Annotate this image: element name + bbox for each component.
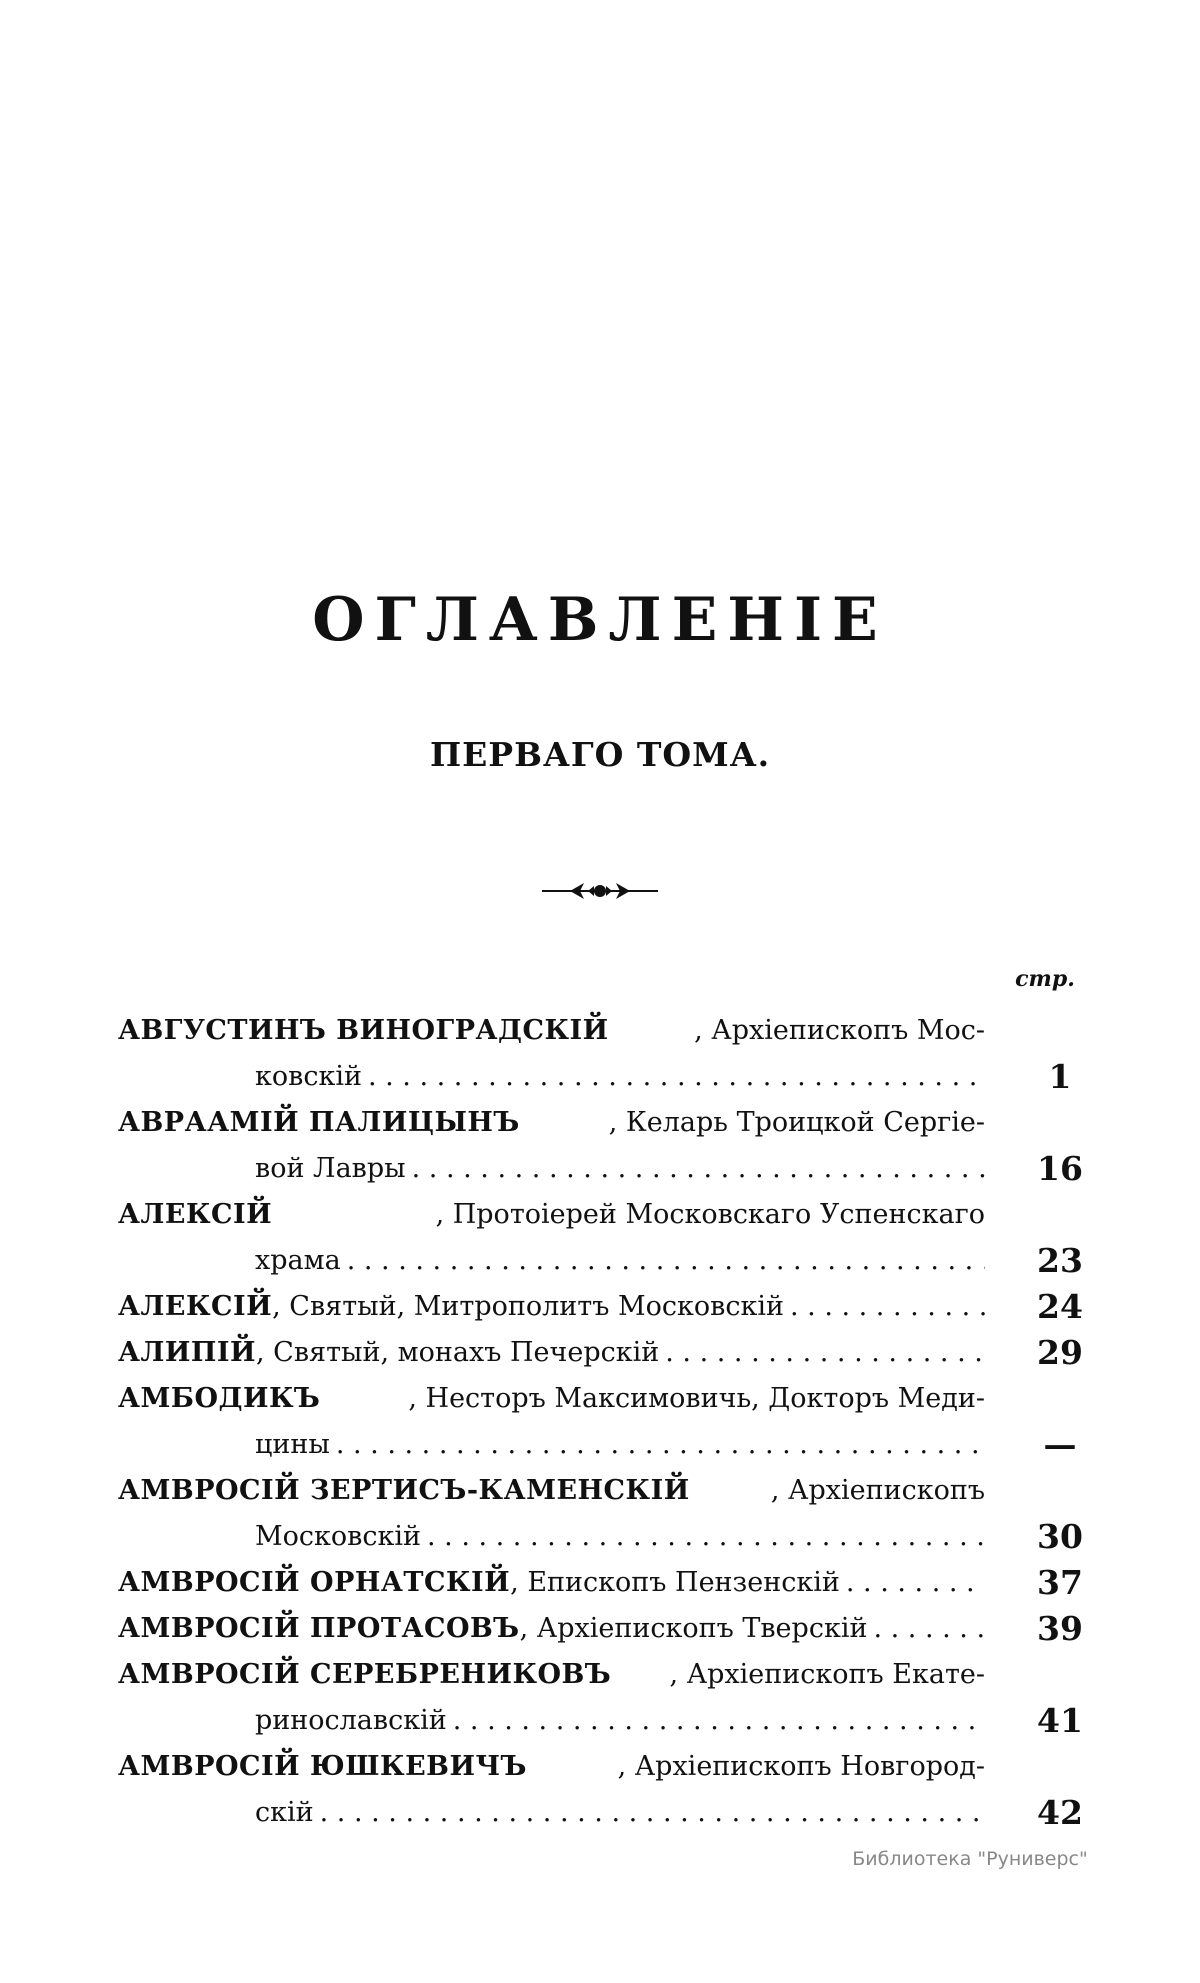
page-title: ОГЛАВЛЕНІЕ xyxy=(312,585,888,655)
toc-page-number: 1 xyxy=(1048,1057,1072,1096)
toc-entry-description-cont: цины xyxy=(255,1429,330,1460)
toc-page-number: 16 xyxy=(1037,1149,1083,1188)
toc-entry-description: , Архіепископъ Новгород- xyxy=(617,1751,985,1782)
toc-entry-line xyxy=(118,1744,985,1790)
toc-leader-dots xyxy=(320,1790,985,1836)
toc-page-number: 30 xyxy=(1037,1517,1083,1556)
toc-entry-line xyxy=(118,1652,985,1698)
page-subtitle: ПЕРВАГО ТОМА. xyxy=(429,735,771,774)
toc-entry-description: , Архіепископъ xyxy=(770,1475,985,1506)
toc-entry-name: АВРААМІЙ ПАЛИЦЫНЪ xyxy=(118,1107,520,1138)
toc-entry-name: АМВРОСІЙ ОРНАТСКІЙ xyxy=(118,1567,511,1598)
toc-entry-description: , Епископъ Пензенскій xyxy=(510,1567,840,1598)
toc-entry-description: , Архіепископъ Екате- xyxy=(669,1659,985,1690)
toc-entry-description: , Келарь Троицкой Сергіе- xyxy=(608,1107,985,1138)
toc-page-number: 24 xyxy=(1037,1287,1083,1326)
toc-entry-name: АМВРОСІЙ ЮШКЕВИЧЪ xyxy=(118,1751,527,1782)
toc-leader-dots xyxy=(790,1284,985,1330)
toc-entry-description: , Святый, Митрополитъ Московскій xyxy=(272,1291,784,1322)
toc-entry-name: АМВРОСІЙ ЗЕРТИСЪ-КАМЕНСКІЙ xyxy=(118,1475,690,1506)
toc-page-number: — xyxy=(1043,1425,1077,1464)
toc-leader-dots xyxy=(412,1146,985,1192)
toc-entry-continuation xyxy=(255,1054,985,1100)
toc-entry-line xyxy=(118,1192,985,1238)
toc-leader-dots xyxy=(846,1560,985,1606)
toc-page-number: 41 xyxy=(1037,1701,1083,1740)
toc-entry-name: АМБОДИКЪ xyxy=(118,1383,321,1414)
toc-entry-name: АЛЕКСІЙ xyxy=(118,1199,273,1230)
toc-entry-name: АМВРОСІЙ СЕРЕБРЕНИКОВЪ xyxy=(118,1659,612,1690)
toc-leader-dots xyxy=(427,1514,985,1560)
toc-entry-description: , Архіепископъ Тверскій xyxy=(519,1613,868,1644)
toc-leader-dots xyxy=(336,1422,985,1468)
toc-entry-description-cont: скій xyxy=(255,1797,314,1828)
toc-entry-description-cont: ковскій xyxy=(255,1061,362,1092)
toc-entry-name: АМВРОСІЙ ПРОТАСОВЪ xyxy=(118,1613,520,1644)
toc-entry-name: АЛИПІЙ xyxy=(118,1337,257,1368)
toc-entry-name: АВГУСТИНЪ ВИНОГРАДСКІЙ xyxy=(118,1015,609,1046)
toc-entry-line xyxy=(118,1100,985,1146)
toc-entry-continuation xyxy=(255,1146,985,1192)
toc-entry-name: АЛЕКСІЙ xyxy=(118,1291,273,1322)
library-watermark: Библиотека "Руниверс" xyxy=(852,1848,1088,1870)
toc-entry-description: , Архіепископъ Мос- xyxy=(694,1015,985,1046)
toc-entry-line xyxy=(118,1008,985,1054)
toc-leader-dots xyxy=(873,1606,985,1652)
page-column-header: стр. xyxy=(1015,966,1075,992)
toc-entry-description-cont: ринославскій xyxy=(255,1705,447,1736)
toc-entry-description: , Несторъ Максимовичь, Докторъ Меди- xyxy=(408,1383,985,1414)
toc-page-number: 37 xyxy=(1037,1563,1083,1602)
toc-page-number: 29 xyxy=(1037,1333,1083,1372)
toc-page-number: 23 xyxy=(1037,1241,1083,1280)
toc-entry-line xyxy=(118,1330,985,1376)
toc-entry-description: , Протоіерей Московскаго Успенскаго xyxy=(435,1199,985,1230)
toc-entry-line xyxy=(118,1376,985,1422)
toc-leader-dots xyxy=(347,1238,985,1284)
toc-entry-description: , Святый, монахъ Печерскій xyxy=(256,1337,660,1368)
toc-entry-description-cont: вой Лавры xyxy=(255,1153,406,1184)
toc-entry-continuation xyxy=(255,1790,985,1836)
toc-entry-description-cont: храма xyxy=(255,1245,341,1276)
toc-leader-dots xyxy=(665,1330,985,1376)
toc-entry-continuation xyxy=(255,1422,985,1468)
toc-entry-line xyxy=(118,1284,985,1330)
toc-entry-line xyxy=(118,1560,985,1606)
toc-page-number: 39 xyxy=(1037,1609,1083,1648)
toc-page-number: 42 xyxy=(1037,1793,1083,1832)
toc-leader-dots xyxy=(453,1698,985,1744)
toc-entry-continuation xyxy=(255,1238,985,1284)
toc-entry-description-cont: Московскій xyxy=(255,1521,421,1552)
toc-entry-line xyxy=(118,1606,985,1652)
toc-leader-dots xyxy=(368,1054,985,1100)
toc-entry-line xyxy=(118,1468,985,1514)
toc-entry-continuation xyxy=(255,1514,985,1560)
toc-entry-continuation xyxy=(255,1698,985,1744)
